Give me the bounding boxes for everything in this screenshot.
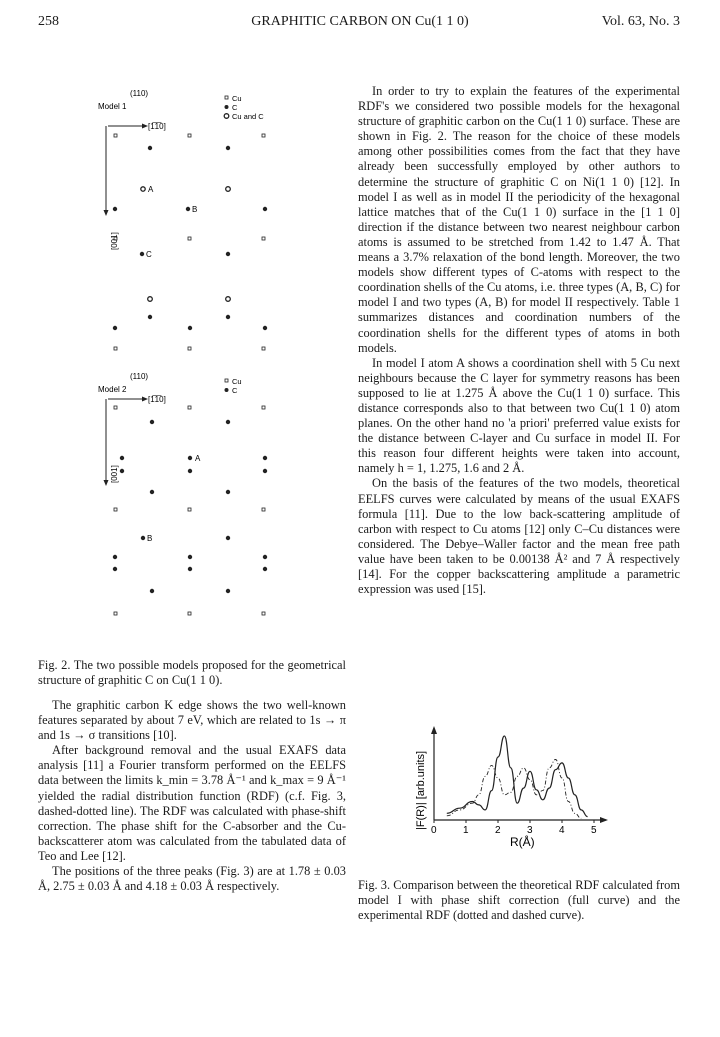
rdf-curves <box>447 736 588 818</box>
x-tick-label: 4 <box>559 825 565 836</box>
model-1-legend-cu: Cu <box>232 94 242 103</box>
x-tick-label: 3 <box>527 825 533 836</box>
x-axis-label: R(Å) <box>510 835 535 849</box>
paragraph: In model I atom A shows a coordination shell with 5 Cu next neighbours because the C layer for symmetry reasons has been supposed to lie at 1.275 Å above the Cu(1 1 0) surface. This distance corresponds also to that between two Cu(1 1 0) atom planes. On the other hand no 'a priori' preferred value exists for the distance between C-layer and Cu surface in model II. For this reason four different heights were taken into account, namely h = 1, 1.275, 1.6 and 2 Å. <box>358 355 680 476</box>
model-2-site-label-a: A <box>195 454 201 463</box>
x-tick-label: 0 <box>431 825 437 836</box>
paragraph: On the basis of the features of the two models, theoretical EELFS curves were calculated by means of the usual EXAFS formula [11]. Due to the low back-scattering amplitude of carbon with respect to Cu atoms [12] only C–Cu distances were considered. The Debye–Waller factor and the mean free path value have been taken to be 0.00138 Å² and 7 Å respectively [14]. For the copper backscattering amplitude a parametric expression was used [15]. <box>358 476 680 597</box>
figure-3-caption: Fig. 3. Comparison between the theoretical RDF calculated from model I with phase shift correction (full curve) and the experimental RDF (dotted and dashed curve). <box>358 878 680 922</box>
site-label-c: C <box>146 250 152 259</box>
model-2-legend-c: C <box>232 386 238 395</box>
model-2-title: Model 2 <box>98 385 127 394</box>
running-title: GRAPHITIC CARBON ON Cu(1 1 0) <box>251 14 469 29</box>
x-tick-label: 5 <box>591 825 597 836</box>
model-2-vertical-label: [001] <box>110 465 119 483</box>
model-2-top-label: (110) <box>130 372 149 381</box>
x-tick-label: 2 <box>495 825 501 836</box>
site-label-b: B <box>192 205 198 214</box>
model-1-c-atoms <box>113 146 267 330</box>
paragraph: In order to try to explain the features of the experimental RDF's we considered two possible models for the hexagonal structure of graphitic carbon on the Cu(1 1 0) surface. These are shown in Fig. 2. The reason for the choice of these models among other possibilities comes from the fact that they have already been successfully employed by other authors to determine the structure of graphitic C on Ni(1 1 0) [12]. In model I as well as in model II the periodicity of the hexagonal lattice matches that of the Cu(1 1 0) surface in the [1 1 0] direction if the distance between two nearest neighbour carbon atoms is assumed to be stretched from 1.42 to 1.47 Å. That means a 3.7% relaxation of the bond length. Moreover, the two models show different types of C-atoms with respect to the coordination shells of the Cu atoms, i.e. three types (A, B, C) for model I and two types (A, B) for model II respectively. Table 1 summarizes distances and coordination numbers of the coordination shells for the different types of atoms in both models. <box>358 84 680 355</box>
x-ticks <box>431 820 597 836</box>
left-column <box>38 698 346 894</box>
paragraph: The positions of the three peaks (Fig. 3) are at 1.78 ± 0.03 Å, 2.75 ± 0.03 Å and 4.18 ± 0.03 Å respectively. <box>38 864 346 894</box>
model-1-diagram <box>98 89 267 350</box>
model-1-vertical-label: [001] <box>110 232 119 250</box>
model-1-legend-cu-and-c: Cu and C <box>232 112 264 121</box>
model-1-top-label: (110) <box>130 89 149 98</box>
figure-3-rdf-chart <box>410 722 630 852</box>
right-column <box>358 84 680 597</box>
model-2-diagram <box>98 372 267 615</box>
model-2-direction-label: [1̅1̅0] <box>148 395 166 404</box>
model-1-title: Model 1 <box>98 102 127 111</box>
site-label-a: A <box>148 185 154 194</box>
figure-2-models <box>80 85 320 650</box>
model-2-legend-cu: Cu <box>232 377 242 386</box>
figure-2-caption: Fig. 2. The two possible models proposed for the geometrical structure of graphitic C on Cu(1 1 0). <box>38 658 346 687</box>
page-number: 258 <box>38 14 59 29</box>
model-1-cu-atoms <box>114 134 265 350</box>
paragraph: The graphitic carbon K edge shows the two well-known features separated by about 7 eV, which are related to 1s → π and 1s → σ transitions [10]. <box>38 698 346 743</box>
volume-info: Vol. 63, No. 3 <box>601 14 680 29</box>
model-2-c-atoms <box>113 420 267 593</box>
model-1-legend-c: C <box>232 103 238 112</box>
model-1-cu-and-c-atoms <box>148 187 231 302</box>
y-axis-label: |F(R)| [arb.units] <box>415 750 427 830</box>
legend-c-dot <box>225 105 229 109</box>
legend-cu-and-c-ring <box>224 114 229 119</box>
model-2-cu-atoms <box>114 406 265 615</box>
model-1-direction-label: [1̅1̅0] <box>148 122 166 131</box>
model-2-site-label-b: B <box>147 534 153 543</box>
paragraph: After background removal and the usual EXAFS data analysis [11] a Fourier transform performed on the EELFS data between the limits k_min = 3.78 Å⁻¹ and k_max = 9 Å⁻¹ yielded the radial distribution function (RDF) (c.f. Fig. 3, dashed-dotted line). The RDF was calculated with phase-shift correction. The phase shift for the C-absorber and the Cu-backscatterer atom was calculated from the tabulated data of Teo and Lee [12]. <box>38 743 346 863</box>
x-tick-label: 1 <box>463 825 469 836</box>
legend-cu-square <box>225 96 228 99</box>
